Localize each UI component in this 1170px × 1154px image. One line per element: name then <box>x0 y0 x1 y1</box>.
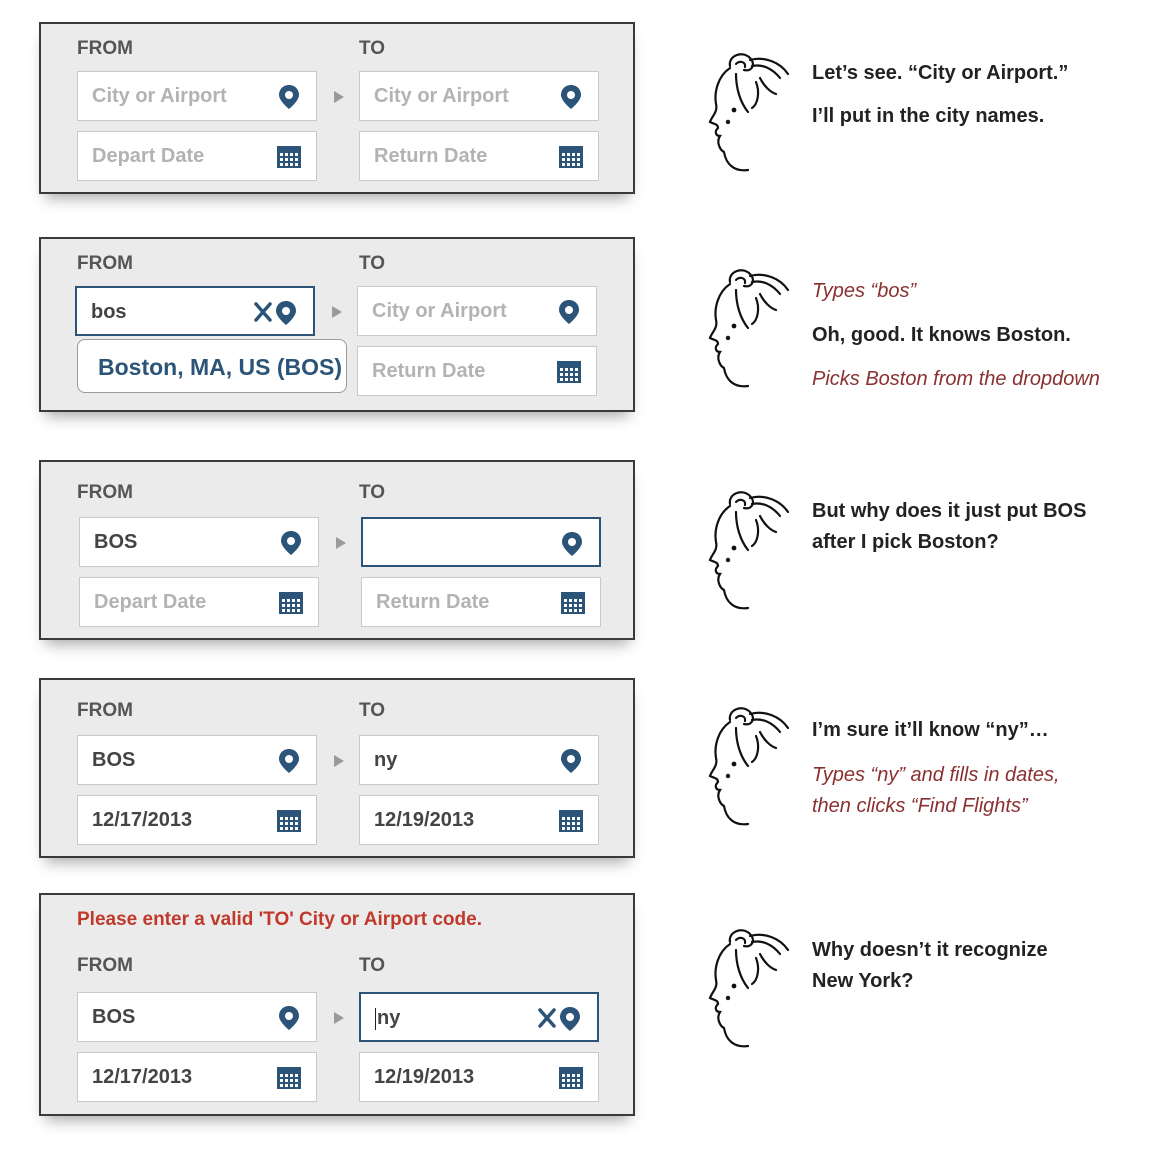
calendar-icon[interactable] <box>558 1065 584 1091</box>
return-date-input[interactable] <box>357 346 597 396</box>
calendar-icon[interactable] <box>560 590 586 616</box>
search-panel-4 <box>39 678 635 858</box>
map-pin-icon[interactable] <box>559 531 585 557</box>
search-panel-2 <box>39 237 635 412</box>
to-city-placeholder: City or Airport <box>372 300 507 322</box>
thought-text: after I pick Boston? <box>812 531 999 553</box>
from-city-value: BOS <box>92 1006 136 1028</box>
thought-text: But why does it just put BOS <box>812 500 1087 522</box>
from-label: FROM <box>77 700 133 721</box>
thought-text: I’ll put in the city names. <box>812 105 1045 127</box>
depart-date-input[interactable] <box>77 1052 317 1102</box>
user-face-icon <box>700 490 790 620</box>
to-city-input[interactable] <box>359 992 599 1042</box>
action-text: Picks Boston from the dropdown <box>812 368 1100 390</box>
from-label: FROM <box>77 253 133 274</box>
return-date-input[interactable] <box>361 577 601 627</box>
map-pin-icon[interactable] <box>558 748 584 774</box>
calendar-icon[interactable] <box>278 590 304 616</box>
from-label: FROM <box>77 38 133 59</box>
direction-arrow-icon <box>334 91 344 103</box>
to-label: TO <box>359 482 386 503</box>
text-cursor <box>375 1008 376 1030</box>
calendar-icon[interactable] <box>276 1065 302 1091</box>
from-city-input[interactable] <box>77 735 317 785</box>
to-city-placeholder: City or Airport <box>374 85 509 107</box>
direction-arrow-icon <box>332 306 342 318</box>
return-date-input[interactable] <box>359 795 599 845</box>
return-date-value: 12/19/2013 <box>374 809 475 831</box>
to-city-value: ny <box>374 749 398 771</box>
from-city-input[interactable] <box>77 992 317 1042</box>
return-date-input[interactable] <box>359 131 599 181</box>
from-city-placeholder: City or Airport <box>92 85 227 107</box>
calendar-icon[interactable] <box>276 808 302 834</box>
user-face-icon <box>700 706 790 836</box>
to-city-input[interactable] <box>361 517 601 567</box>
from-label: FROM <box>77 482 133 503</box>
from-city-input[interactable] <box>77 71 317 121</box>
thought-text: I’m sure it’ll know “ny”… <box>812 719 1049 741</box>
return-date-placeholder: Return Date <box>376 591 490 613</box>
action-text: then clicks “Find Flights” <box>812 795 1028 817</box>
from-city-input[interactable] <box>79 517 319 567</box>
return-date-placeholder: Return Date <box>372 360 486 382</box>
to-city-input[interactable] <box>359 71 599 121</box>
clear-x-icon[interactable] <box>537 1007 557 1029</box>
calendar-icon[interactable] <box>558 144 584 170</box>
thought-text: New York? <box>812 970 914 992</box>
from-city-value: bos <box>91 301 127 323</box>
from-city-input[interactable] <box>75 286 315 336</box>
search-panel-3 <box>39 460 635 640</box>
direction-arrow-icon <box>334 1012 344 1024</box>
direction-arrow-icon <box>334 755 344 767</box>
to-city-value-wrapper <box>375 994 400 1042</box>
thought-text: Why doesn’t it recognize <box>812 939 1048 961</box>
map-pin-icon[interactable] <box>556 299 582 325</box>
action-text: Types “ny” and fills in dates, <box>812 764 1060 786</box>
user-face-icon <box>700 52 790 182</box>
return-date-input[interactable] <box>359 1052 599 1102</box>
from-city-value: BOS <box>92 749 136 771</box>
action-text: Types “bos” <box>812 280 917 302</box>
direction-arrow-icon <box>336 537 346 549</box>
depart-date-placeholder: Depart Date <box>94 591 207 613</box>
clear-x-icon[interactable] <box>253 301 273 323</box>
calendar-icon[interactable] <box>558 808 584 834</box>
calendar-icon[interactable] <box>276 144 302 170</box>
to-label: TO <box>359 955 386 976</box>
to-label: TO <box>359 38 386 59</box>
thought-text: Oh, good. It knows Boston. <box>812 324 1071 346</box>
map-pin-icon[interactable] <box>558 84 584 110</box>
autocomplete-dropdown-option[interactable] <box>77 339 347 393</box>
depart-date-value: 12/17/2013 <box>92 1066 193 1088</box>
search-panel-5 <box>39 893 635 1116</box>
from-city-value: BOS <box>94 531 138 553</box>
to-city-input[interactable] <box>359 735 599 785</box>
return-date-placeholder: Return Date <box>374 145 488 167</box>
error-message: Please enter a valid 'TO' City or Airport code. <box>77 909 482 930</box>
user-face-icon <box>700 928 790 1058</box>
to-label: TO <box>359 700 386 721</box>
map-pin-icon[interactable] <box>276 748 302 774</box>
autocomplete-option-label: Boston, MA, US (BOS) <box>98 354 343 380</box>
map-pin-icon[interactable] <box>276 84 302 110</box>
to-city-value: ny <box>377 1007 401 1029</box>
user-face-icon <box>700 268 790 398</box>
map-pin-icon[interactable] <box>278 530 304 556</box>
depart-date-placeholder: Depart Date <box>92 145 205 167</box>
to-label: TO <box>359 253 386 274</box>
depart-date-input[interactable] <box>77 795 317 845</box>
calendar-icon[interactable] <box>556 359 582 385</box>
depart-date-input[interactable] <box>79 577 319 627</box>
depart-date-value: 12/17/2013 <box>92 809 193 831</box>
map-pin-icon[interactable] <box>557 1006 583 1032</box>
from-label: FROM <box>77 955 133 976</box>
map-pin-icon[interactable] <box>273 300 299 326</box>
map-pin-icon[interactable] <box>276 1005 302 1031</box>
depart-date-input[interactable] <box>77 131 317 181</box>
thought-text: Let’s see. “City or Airport.” <box>812 62 1069 84</box>
to-city-input[interactable] <box>357 286 597 336</box>
search-panel-1 <box>39 22 635 194</box>
return-date-value: 12/19/2013 <box>374 1066 475 1088</box>
